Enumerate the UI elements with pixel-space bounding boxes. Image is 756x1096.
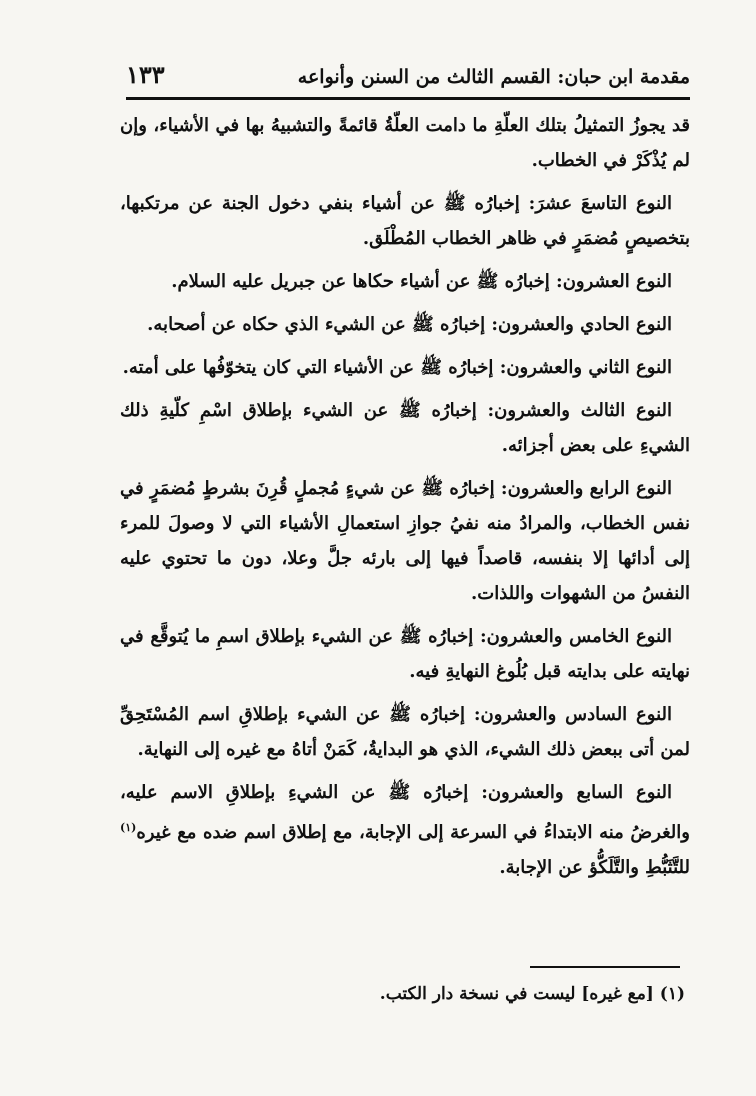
paragraph: النوع الرابع والعشرون: إخبارُه ﷺ عن شيءٍ مُجملٍ قُرِنَ بشرطٍ مُضمَرٍ في نفس الخطاب، والمرادُ منه نفيُ جوازِ استعمالِ الأشياء التي لا وصولَ للمرء إلى أدائها إلا بنفسه، قاصداً فيها إلى بارئه جلَّ وعلا، دون ما تحتوي عليه النفسُ من الشهوات واللذات. bbox=[120, 478, 690, 604]
paragraph: قد يجوزُ التمثيلُ بتلك العلّةِ ما دامت العلّةُ قائمةً والتشبيهُ بها في الأشياء، وإن لم يُذْكَرْ في الخطاب. bbox=[120, 115, 690, 171]
paragraph: النوع الحادي والعشرون: إخبارُه ﷺ عن الشيء الذي حكاه عن أصحابه. bbox=[147, 314, 672, 335]
paragraph: النوع الخامس والعشرون: إخبارُه ﷺ عن الشيء بإطلاق اسمِ ما يُتوقَّع في نهايته على بدايته قبل بُلُوغ النهايةِ فيه. bbox=[120, 626, 690, 682]
footnote bbox=[360, 984, 685, 1004]
paragraph: النوع التاسعَ عشرَ: إخبارُه ﷺ عن أشياء بنفي دخول الجنة عن مرتكبها، بتخصيصٍ مُضمَرٍ في ظاهر الخطاب المُطْلَق. bbox=[120, 193, 690, 249]
footnote-marker: (١) bbox=[659, 984, 685, 1004]
main-text bbox=[120, 108, 690, 893]
paragraph: النوع الثاني والعشرون: إخبارُه ﷺ عن الأشياء التي كان يتخوّفُها على أمته. bbox=[122, 357, 672, 378]
paragraph: النوع الثالث والعشرون: إخبارُه ﷺ عن الشيء بإطلاق اسْمِ كلّيةِ ذلك الشيءِ على بعض أجزائه. bbox=[120, 400, 690, 456]
page-header bbox=[118, 58, 690, 98]
paragraph: النوع العشرون: إخبارُه ﷺ عن أشياء حكاها عن جبريل عليه السلام. bbox=[171, 271, 672, 292]
page-number: ١٣٣ bbox=[126, 60, 165, 89]
paragraph-text: النوع السابع والعشرون: إخبارُه ﷺ عن الشيءِ بإطلاقِ الاسم عليه، والغرضُ منه الابتداءُ في السرعة إلى الإجابة، مع إطلاق اسم ضده مع غيره bbox=[120, 782, 690, 843]
footnote-rule bbox=[530, 966, 680, 968]
paragraph-last bbox=[120, 775, 690, 885]
header-rule bbox=[126, 97, 690, 100]
running-title: مقدمة ابن حبان: القسم الثالث من السنن وأنواعه bbox=[297, 66, 690, 88]
paragraph-continuation: للتَّثَبُّطِ والتَّلَكُّؤ عن الإجابة. bbox=[499, 857, 690, 878]
footnote-reference[interactable]: (١) bbox=[120, 821, 137, 834]
paragraph: النوع السادس والعشرون: إخبارُه ﷺ عن الشيء بإطلاقِ اسم المُسْتَحِقِّ لمن أتى ببعض ذلك الشيء، الذي هو البدايةُ، كَمَنْ أتاهُ مع غيره إلى النهاية. bbox=[120, 704, 690, 760]
footnote-text: [مع غيره] ليست في نسخة دار الكتب. bbox=[379, 984, 654, 1004]
